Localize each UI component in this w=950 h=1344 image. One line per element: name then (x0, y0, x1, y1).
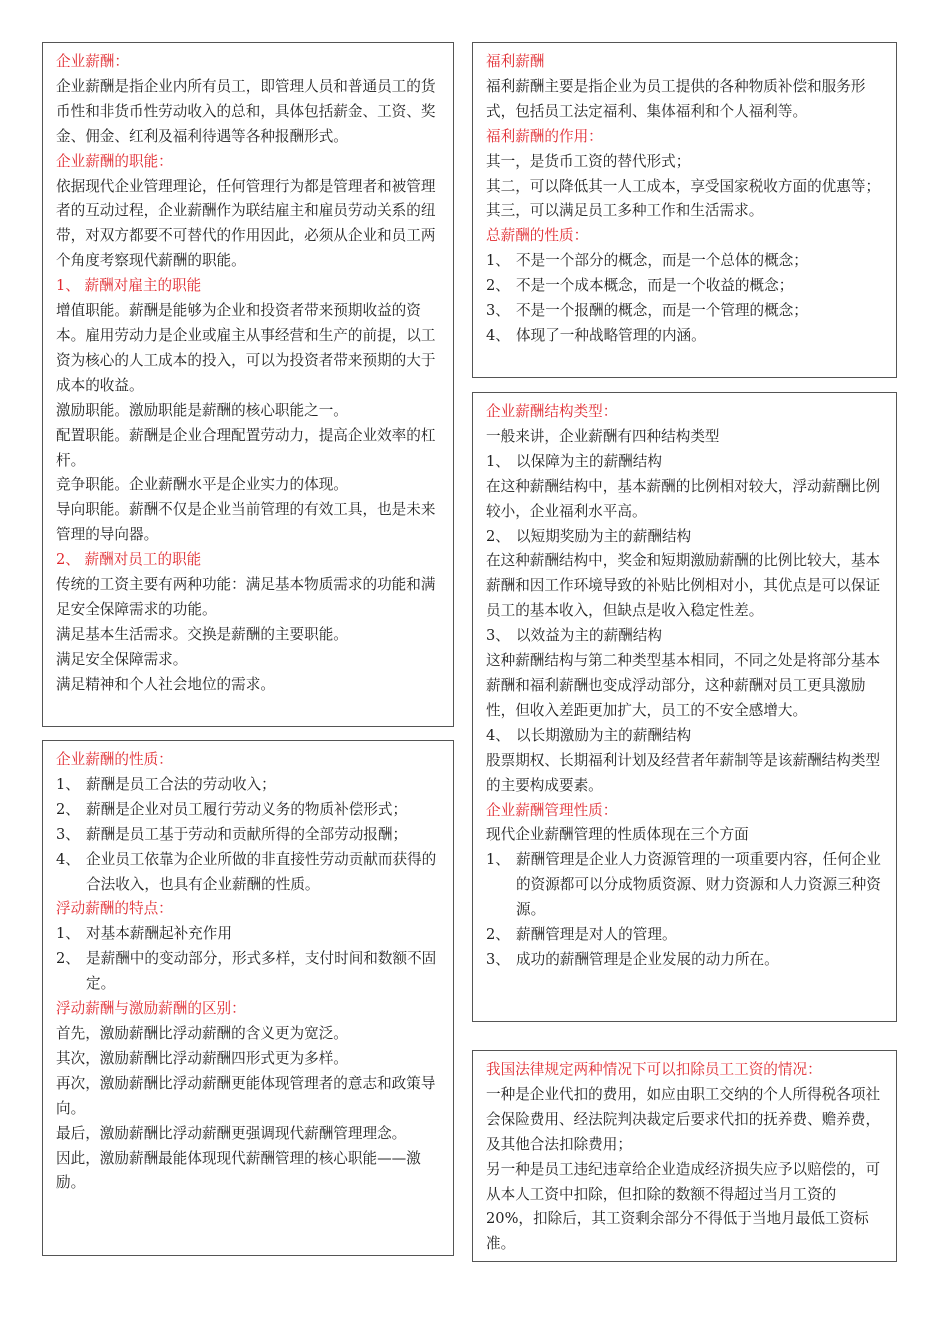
list-number: 2、 (486, 527, 510, 545)
paragraph: 激励职能。激励职能是薪酬的核心职能之一。 (56, 401, 348, 419)
section-pay-nature (42, 740, 454, 1256)
paragraph: 满足安全保障需求。 (56, 650, 188, 668)
list-item (56, 798, 442, 823)
list-text: 以短期奖励为主的薪酬结构 (516, 527, 692, 545)
list-text: 不是一个成本概念，而是一个收益的概念； (516, 277, 794, 295)
list-text: 不是一个部分的概念，而是一个总体的概念； (516, 252, 808, 270)
list-number: 4、 (486, 326, 510, 344)
heading-floating-vs-incentive: 浮动薪酬与激励薪酬的区别： (56, 1000, 246, 1018)
paragraph: 在这种薪酬结构中，基本薪酬的比例相对较大，浮动薪酬比例较小，企业福利水平高。 (486, 477, 881, 520)
list-text: 以长期激励为主的薪酬结构 (516, 726, 692, 744)
paragraph: 企业薪酬是指企业内所有员工，即管理人员和普通员工的货币性和非货币性劳动收入的总和，具体包括薪金、工资、奖金、佣金、红利及福利待遇等各种报酬形式。 (56, 77, 436, 145)
list-item (56, 823, 442, 848)
list-number: 2、 (56, 800, 80, 818)
paragraph: 在这种薪酬结构中，奖金和短期激励薪酬的比例比较大，基本薪酬和因工作环境导致的补贴比例相对小，其优点是可以保证员工的基本收入，但缺点是收入稳定性差。 (486, 552, 881, 620)
heading-pay-nature: 企业薪酬的性质： (56, 751, 173, 768)
list-number: 4、 (486, 726, 510, 744)
section-wage-deduction (472, 1050, 897, 1262)
heading-pay-management-nature: 企业薪酬管理性质： (486, 801, 618, 819)
paragraph: 依据现代企业管理理论，任何管理行为都是管理者和被管理者的互动过程，企业薪酬作为联结雇主和雇员劳动关系的纽带，对双方都要不可替代的作用因此，必须从企业和员工两个角度考察现代薪酬的职能。 (56, 177, 436, 270)
heading-employer-functions: 1、 薪酬对雇主的职能 (56, 277, 202, 295)
list-item (486, 724, 885, 749)
paragraph: 竞争职能。企业薪酬水平是企业实力的体现。 (56, 476, 348, 494)
paragraph: 其三，可以满足员工多种工作和生活需求。 (486, 202, 764, 220)
list-item (486, 299, 885, 324)
section-welfare-pay (472, 42, 897, 378)
list-item (486, 948, 885, 973)
paragraph: 这种薪酬结构与第二种类型基本相同，不同之处是将部分基本薪酬和福利薪酬也变成浮动部分，这种薪酬对员工更具激励性，但收入差距更加扩大，员工的不安全感增大。 (486, 652, 881, 719)
paragraph: 一般来讲，企业薪酬有四种结构类型 (486, 427, 720, 445)
list-text: 不是一个报酬的概念，而是一个管理的概念； (516, 302, 808, 320)
list-text: 是薪酬中的变动部分，形式多样，支付时间和数额不固定。 (86, 950, 437, 993)
section-enterprise-pay (42, 42, 454, 727)
list-text: 以效益为主的薪酬结构 (516, 627, 662, 645)
heading-floating-pay-features: 浮动薪酬的特点： (56, 900, 173, 918)
list-number: 1、 (56, 775, 80, 793)
list-number: 1、 (486, 252, 510, 270)
list-item (486, 923, 885, 948)
paragraph: 股票期权、长期福利计划及经营者年薪制等是该薪酬结构类型的主要构成要素。 (486, 751, 881, 794)
list-text: 对基本薪酬起补充作用 (86, 925, 232, 943)
paragraph: 因此，激励薪酬最能体现现代薪酬管理的核心职能——激励。 (56, 1149, 421, 1192)
heading-enterprise-pay: 企业薪酬： (56, 53, 129, 70)
list-text: 薪酬是员工合法的劳动收入； (86, 775, 276, 793)
list-number: 3、 (486, 950, 510, 968)
paragraph: 传统的工资主要有两种功能：满足基本物质需求的功能和满足安全保障需求的功能。 (56, 576, 436, 618)
list-number: 2、 (486, 277, 510, 295)
list-number: 2、 (56, 950, 80, 968)
list-text: 薪酬管理是对人的管理。 (516, 926, 677, 944)
list-item (486, 848, 885, 923)
list-item (56, 848, 442, 898)
heading-welfare-pay: 福利薪酬 (486, 53, 545, 70)
list-item (486, 525, 885, 550)
list-number: 4、 (56, 850, 80, 868)
list-number: 2、 (486, 926, 510, 944)
heading-pay-structure: 企业薪酬结构类型： (486, 403, 618, 420)
heading-welfare-role: 福利薪酬的作用： (486, 127, 603, 145)
list-text: 薪酬管理是企业人力资源管理的一项重要内容，任何企业的资源都可以分成物质资源、财力资源和人力资源三种资源。 (516, 851, 881, 919)
paragraph: 满足基本生活需求。交换是薪酬的主要职能。 (56, 625, 348, 643)
list-text: 以保障为主的薪酬结构 (516, 452, 662, 470)
paragraph: 最后，激励薪酬比浮动薪酬更强调现代薪酬管理理念。 (56, 1124, 407, 1142)
paragraph: 首先，激励薪酬比浮动薪酬的含义更为宽泛。 (56, 1024, 348, 1042)
paragraph: 满足精神和个人社会地位的需求。 (56, 675, 275, 693)
paragraph: 其二，可以降低其一人工成本，享受国家税收方面的优惠等； (486, 177, 881, 195)
paragraph: 现代企业薪酬管理的性质体现在三个方面 (486, 826, 749, 844)
list-number: 1、 (486, 452, 510, 470)
heading-pay-functions: 企业薪酬的职能： (56, 152, 173, 170)
list-text: 体现了一种战略管理的内涵。 (516, 326, 706, 344)
list-item (486, 249, 885, 274)
list-text: 成功的薪酬管理是企业发展的动力所在。 (516, 950, 779, 968)
list-text: 薪酬是企业对员工履行劳动义务的物质补偿形式； (86, 800, 408, 818)
section-pay-structure (472, 392, 897, 1022)
paragraph: 一种是企业代扣的费用，如应由职工交纳的个人所得税各项社会保险费用、经法院判决裁定后要求代扣的抚养费、赡养费，及其他合法扣除费用； (486, 1085, 881, 1153)
list-number: 3、 (486, 302, 510, 320)
list-item (56, 773, 442, 798)
paragraph: 福利薪酬主要是指企业为员工提供的各种物质补偿和服务形式，包括员工法定福利、集体福利和个人福利等。 (486, 77, 866, 120)
list-number: 1、 (486, 851, 510, 869)
paragraph: 其次，激励薪酬比浮动薪酬四形式更为多样。 (56, 1049, 348, 1067)
list-text: 企业员工依靠为企业所做的非直接性劳动贡献而获得的合法收入，也具有企业薪酬的性质。 (86, 850, 437, 893)
heading-wage-deduction: 我国法律规定两种情况下可以扣除员工工资的情况： (486, 1061, 822, 1078)
heading-total-pay-nature: 总薪酬的性质： (486, 227, 589, 245)
list-number: 1、 (56, 925, 80, 943)
list-item (56, 922, 442, 947)
list-number: 3、 (56, 825, 80, 843)
paragraph: 配置职能。薪酬是企业合理配置劳动力，提高企业效率的杠杆。 (56, 426, 436, 469)
list-item (486, 274, 885, 299)
paragraph: 再次，激励薪酬比浮动薪酬更能体现管理者的意志和政策导向。 (56, 1074, 436, 1117)
list-item (486, 324, 885, 349)
paragraph: 导向职能。薪酬不仅是企业当前管理的有效工具，也是未来管理的导向器。 (56, 501, 436, 544)
list-number: 3、 (486, 627, 510, 645)
heading-employee-functions: 2、 薪酬对员工的职能 (56, 551, 202, 569)
paragraph: 另一种是员工违纪违章给企业造成经济损失应予以赔偿的，可从本人工资中扣除，但扣除的数额不得超过当月工资的 20%，扣除后，其工资剩余部分不得低于当地月最低工资标准。 (486, 1160, 881, 1253)
paragraph: 增值职能。薪酬是能够为企业和投资者带来预期收益的资本。雇用劳动力是企业或雇主从事经营和生产的前提，以工资为核心的人工成本的投入，可以为投资者带来预期的大于成本的收益。 (56, 302, 436, 394)
list-item (56, 947, 442, 997)
list-item (486, 624, 885, 649)
list-item (486, 450, 885, 475)
list-text: 薪酬是员工基于劳动和贡献所得的全部劳动报酬； (86, 825, 408, 843)
paragraph: 其一，是货币工资的替代形式； (486, 152, 691, 170)
